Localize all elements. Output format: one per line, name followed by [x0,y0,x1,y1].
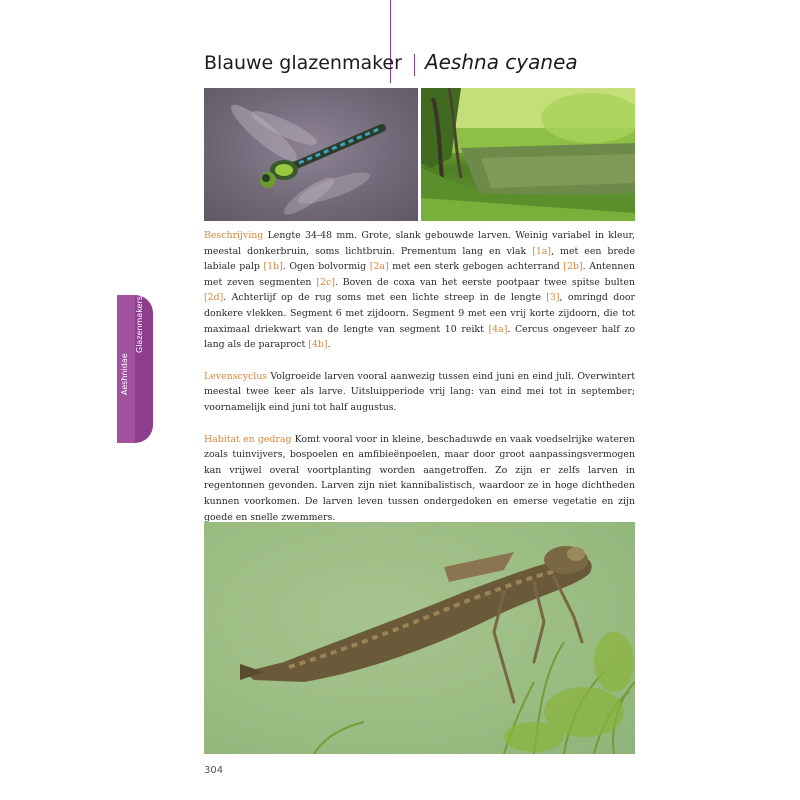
photo-pond-habitat [421,88,635,221]
figure-reference: [4a] [488,323,508,335]
title-separator [414,54,415,76]
figure-reference: [2b] [563,261,583,273]
text-fragment: . Achterlijf op de rug soms met een lichte streep in de lengte [223,292,547,304]
habitat-text: Komt vooral voor in kleine, beschaduwde en vaak voedselrijke wateren zoals tuinvijvers, bospoelen en amfibieënpoelen, maar door groot aanpassingsvermogen kan vrijwel overal voortplanting worden aangetroffen. Zo zijn er zelfs larven in regentonnen gevonden. Larven zijn niet kannibalistisch, waardoor ze in hoge dichtheden kunnen voorkomen. De larven leven tussen ondergedoken en emerse vegetatie en zijn goede en snelle zwemmers. [204,433,635,523]
figure-reference: [2d] [204,292,224,304]
photo-adult-dragonfly [204,88,418,221]
levenscyclus-text: Volgroeide larven vooral aanwezig tussen eind juni en eind juli. Overwintert meestal twee keer als larve. Uitsluipperiode vrij lang: van eind mei tot in september; voornamelijk eind juni tot half augustus. [204,370,635,413]
title-common-name: Blauwe glazenmaker [204,52,402,74]
family-side-tab [117,295,153,443]
figure-reference: [2c] [316,276,335,288]
photo-larva [204,522,635,754]
text-fragment: . Antennen met zeven segmenten [204,261,636,288]
figure-reference: [1a] [532,245,552,257]
text-fragment: , omringd door donkere vlekken. Segment 6 met zijdoorn. Segment 9 met een vrij korte zijdoorn, die tot maximaal driekwart van de lengte van segment 10 reikt [204,292,635,335]
label-beschrijving: Beschrijving [204,230,264,241]
text-fragment: Lengte 34-48 mm. Grote, slank gebouwde larven. Weinig variabel in kleur, meestal donkerbruin, soms lichtbruin. Prementum lang en vlak [204,230,635,257]
side-tab-family: Aeshnidae [120,353,129,395]
text-fragment: , met een brede labiale palp [204,245,635,273]
figure-reference: [1b] [263,261,283,273]
figure-reference: [3] [546,292,560,304]
text-fragment: . Cercus ongeveer half zo lang als de paraproct [204,323,635,351]
text-fragment: . Ogen bolvormig [282,261,370,273]
text-fragment: . Boven de coxa van het eerste pootpaar twee spitse bulten [334,276,635,288]
section-levenscyclus [204,369,635,416]
section-habitat [204,432,635,526]
text-fragment: met een sterk gebogen achterrand [388,261,564,273]
label-levenscyclus: Levenscyclus [204,370,268,382]
title-scientific-name: Aeshna cyanea [424,50,578,74]
figure-reference: [2a] [369,261,389,273]
page-title [204,50,578,80]
page-number: 304 [204,765,224,776]
label-habitat: Habitat en gedrag [204,433,292,445]
figure-reference: [4b] [308,339,328,351]
section-beschrijving [204,228,635,353]
side-tab-group: Glazenmakers [135,296,144,353]
text-fragment: . [327,339,331,351]
